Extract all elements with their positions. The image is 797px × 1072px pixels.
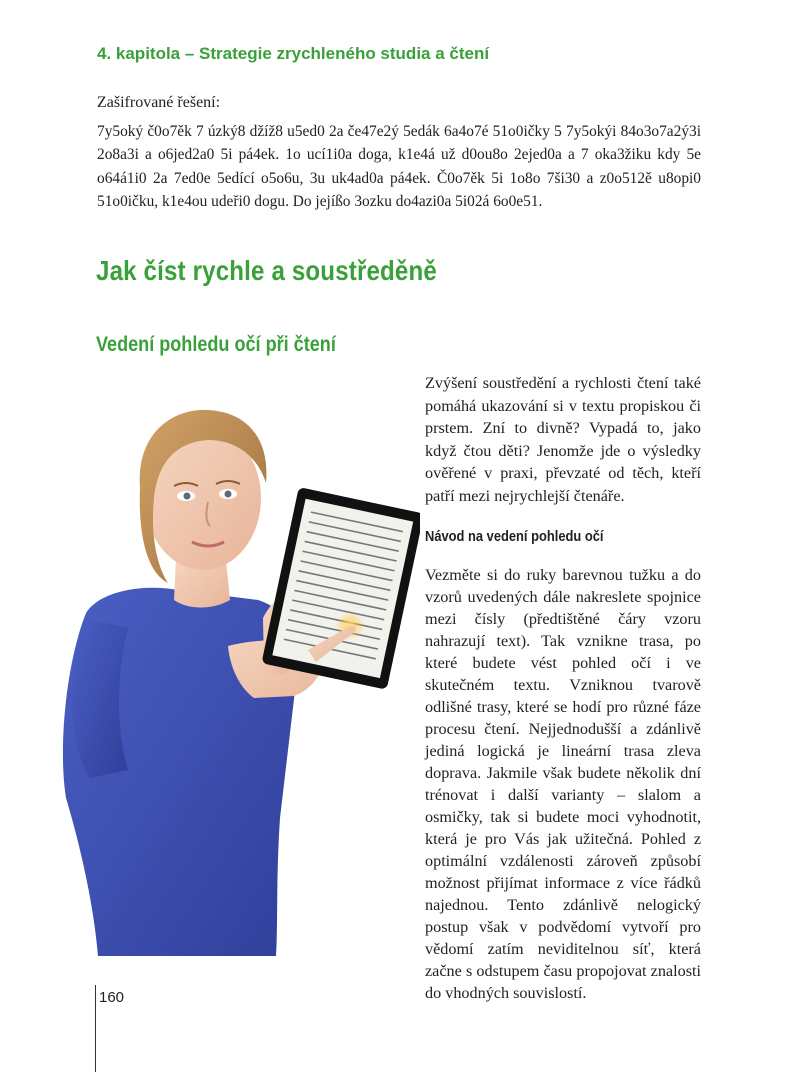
intro-paragraph: Zvýšení soustředění a rychlosti čtení také pomáhá ukazování si v textu propiskou či prstem. Zní to divně? Vypadá to, jako když čtou děti? Jenomže jde o výsledky ověřené v praxi, převzaté od těch, kteří patří mezi nejrychlejší čtenáře. [425,374,701,505]
woman-with-tablet-photo [58,378,420,956]
guide-paragraph: Vezměte si do ruky barevnou tužku a do vzorů uvedených dále nakreslete spojnice mezi čísly (předtištěné čáry vzoru nahrazují text). Tak vznikne trasa, po které budete vést pohled očí i ve skutečném textu. Vzniknou tvarově odlišné trasy, které se hodí pro různé fáze procesu čtení. Nejjednodušší a zdánlivě jediná logická je lineární trasa zleva doprava. Jakmile však budete několik dní trénovat i další varianty – slalom a osmičky, tak si budete moci vyhodnotit, která je pro Vás jak užitečná. Pohled z optimální vzdálenosti zároveň způsobí možnost přijímat informace z více řádků najednou. Tento zdánlivě nelogický postup však v podvědomí vytvoří pro vědomí zatím neviditelnou síť, která začne s odstupem času propojovat znalosti do vhodných souvislostí. [425,566,701,1002]
cipher-label: Zašifrované řešení: [97,94,221,111]
chapter-header: 4. kapitola – Strategie zrychleného studia a čtení [97,44,490,63]
page-rule [95,985,96,1072]
section-title: Jak číst rychle a soustředěně [96,255,437,286]
section-subtitle: Vedení pohledu očí při čtení [96,333,336,356]
page-number: 160 [99,989,125,1006]
cipher-text: 7y5oký č0o7ěk 7 úzký8 džíž8 u5ed0 2a če47e2ý 5edák 6a4o7é 51o0ičky 5 7y5okýi 84o3o7a2ý3i 2o8a3i a o6jed2a0 5i pá4ek. 1o ucí1i0a doga, k1e4á už d0ou8o 2ejed0a a 7 oka3žiku kdy 5e o64á1i0 2a 7ed0e 5edící o5o6u, 3u uk4ad0a pá4ek. Č0o7ěk 5i 1o8o 7ši30 a z0o512ě u8opi0 51o0ičku, k1e4ou udeři0 dogu. Do jejíßo 3ozku do4azi0a 5i02á 6o0e51. [97,123,701,211]
guide-heading: Návod na vedení pohledu očí [425,528,604,545]
